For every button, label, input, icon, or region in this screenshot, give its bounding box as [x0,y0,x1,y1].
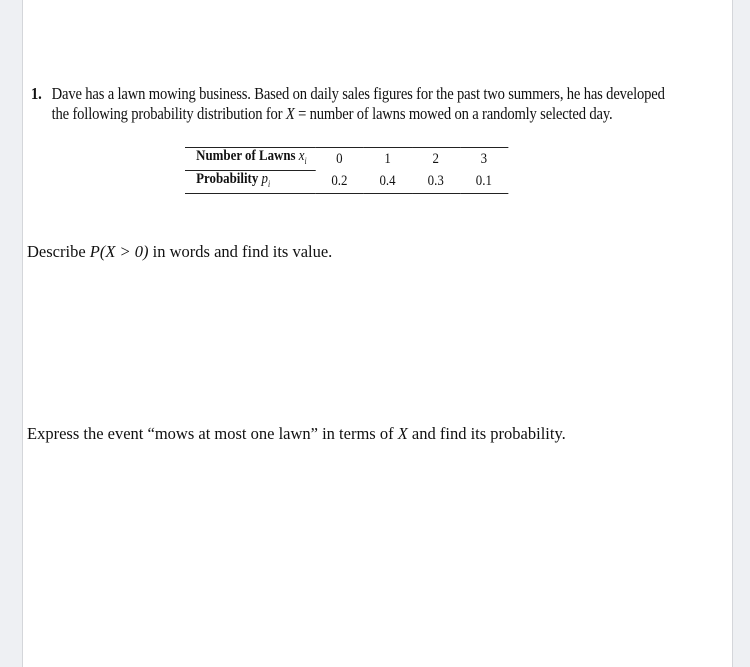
row-label-lawns: Number of Lawns $x_i$ [185,148,315,171]
table-row-lawns [185,148,508,171]
question-describe-probability: Describe P(X > 0) in words and find its value. [27,242,333,261]
variable-x: X [285,104,295,123]
lawns-value: 2 [432,150,439,167]
probability-value: 0.4 [379,173,396,190]
probability-expression: P(X > 0) [89,242,149,261]
probability-value: 0.2 [331,173,348,190]
problem-line-2: the following probability distribution for X = number of lawns mowed on a randomly selected day. [51,104,613,123]
variable-x: X [397,424,408,443]
problem-number: 1. [31,84,42,103]
lawns-value: 1 [384,150,391,167]
table-row-probability [185,171,508,194]
problem-line-1: Dave has a lawn mowing business. Based on daily sales figures for the past two summers, he has developed [51,84,665,103]
row-label-probability: Probability $p_i$ [196,171,271,189]
question-express-event: Express the event “mows at most one lawn” in terms of X and find its probability. [27,424,566,443]
problem-statement [52,84,723,124]
probability-value: 0.1 [475,173,492,190]
probability-distribution-table [185,147,508,194]
lawns-value: 0 [336,150,343,167]
lawns-value: 3 [480,150,488,167]
probability-value: 0.3 [427,173,444,190]
